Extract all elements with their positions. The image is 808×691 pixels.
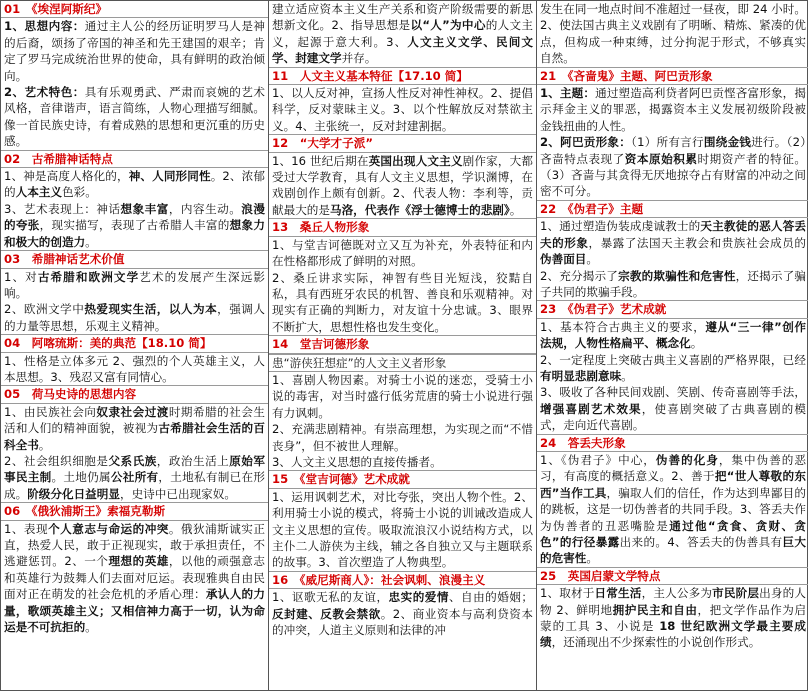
text-run: 3、吸收了各种民间戏剧、笑剧、传奇喜剧等手法， [540, 385, 806, 400]
section-heading: 23 《伪君子》艺术成就 [537, 300, 808, 318]
bold-text: 把“世人尊敬的东西”当作工具 [540, 469, 806, 500]
text-run: 。2、浓郁的 [4, 169, 265, 200]
bold-text: 拥护民主和自由 [612, 602, 698, 617]
text-run: 1、讴歌无私的友谊， [272, 590, 389, 605]
paragraph [540, 1, 806, 67]
text-run: 3、人文主义思想的直接传播者。 [272, 454, 442, 469]
note-section [272, 1, 533, 67]
paragraph [272, 589, 533, 638]
text-run: 1、取材于 [540, 586, 595, 601]
text-run: ，使喜剧突破了古典喜剧的模式，走向近代喜剧。 [540, 401, 806, 433]
section-heading: 22 《伪君子》主题 [537, 200, 808, 218]
paragraph [540, 319, 806, 352]
bold-text: 个人意志与命运的冲突 [48, 521, 169, 536]
bold-text: 父系氏族 [108, 453, 157, 468]
text-run: 2、一定程度上突破古典主义喜剧的严格界限，已经 [540, 352, 806, 367]
text-run: ，现实描写，表现了古希腊人丰富的 [39, 218, 230, 233]
paragraph [272, 85, 533, 134]
paragraph [540, 268, 806, 301]
text-run: 艺术的发展产生深远影响。 [4, 269, 265, 300]
note-section [540, 1, 806, 67]
text-run: 时期资产者的特征。（3）吝啬与其贪得无厌地掠夺占有财富的冲动之间密不可分。 [540, 151, 806, 199]
section-heading: 15 《堂吉诃德》艺术成就 [269, 470, 536, 488]
text-run: ，强调人的力量等思想，乐观主义精神。 [4, 302, 265, 333]
text-run: 建立适应资本主义生产关系和资产阶级需要的新思想新文化。2、指导思想是 [272, 2, 533, 33]
bold-text: 人文主义文学、民间文学、封建文学 [272, 34, 533, 66]
note-section [540, 300, 806, 433]
text-run: 时期希腊的社会生活和人们的精神面貌，被视为 [4, 404, 265, 436]
text-run: 1、以人反对神，宣扬人性反对神性神权。2、提倡科学，反对蒙昧主义。3、以个性解放反对禁欲主义。4、主张统一，反对封建割据。 [272, 86, 533, 133]
note-section [540, 567, 806, 651]
paragraph [272, 237, 533, 270]
bold-text: 反封建、反教会禁欲 [272, 606, 381, 621]
text-run: ，土地私有制已在形成。 [4, 470, 265, 501]
text-run: 出身的人物 2、鲜明地 [540, 586, 806, 617]
section-heading: 06 《俄狄浦斯王》索福克勒斯 [1, 502, 268, 520]
bold-text: 古希腊社会生活的百科全书 [4, 421, 265, 452]
section-heading: 24 答丢夫形象 [537, 434, 808, 452]
paragraph [540, 352, 806, 385]
bold-text: 1、主题： [540, 86, 596, 101]
text-run: 。 [85, 620, 97, 635]
text-run: 。 [586, 551, 598, 566]
note-section [4, 1, 265, 150]
paragraph [4, 269, 265, 302]
text-run: 剧作家，大都受过大学教育，具有人文主义思想，学识渊博，在戏剧创作上颇有创新。2、代表人物：李利等，贡献最大的是 [272, 153, 533, 217]
note-section [540, 200, 806, 300]
paragraph [540, 452, 806, 567]
bold-text: 宗教的欺骗性和危害性 [618, 268, 736, 283]
text-run: 2、充分揭示了 [540, 268, 619, 283]
text-run: ，集中伪善的恶习，有高度的概括意义。2、善于 [540, 452, 806, 484]
text-run: 2、社会组织细胞是 [4, 453, 109, 468]
bold-text: 2、艺术特色： [4, 85, 85, 100]
bold-text: 遵从“三一律”创作法规，人物性格扁平、概念化 [540, 319, 806, 351]
text-run: 通过塑造高利贷者阿巴贡悭吝富形象，揭示拜金主义的罪恶，揭露资本主义发展初级阶段被金钱扭曲的人性。 [540, 86, 806, 133]
section-heading: 02 古希腊神话特点 [1, 150, 268, 168]
bold-text: 承认人的力量，歌颂英雄主义；又相信神力高于一切，认为命运是不可抗拒的 [4, 587, 265, 635]
bold-text: 日常生活 [594, 586, 642, 601]
text-run: 2、桑丘讲求实际，神智有些目光短浅，狡黠自私，具有西班牙农民的机智、善良和乐观精神。对现实有正确的判断力，对友谊十分忠诚。3、眼界不断扩大，思想性格也发生变化。 [272, 270, 533, 334]
note-section [4, 250, 265, 334]
note-section [540, 67, 806, 200]
text-run: 出来的。4、答丢夫的伪善具有 [619, 535, 783, 549]
section-heading: 12 “大学才子派” [269, 134, 536, 152]
bold-text: 公社所有 [110, 470, 159, 485]
bold-text: 有明显悲剧意味 [540, 368, 622, 383]
text-run: 1、《伪君子》中心， [540, 452, 656, 467]
note-section [272, 571, 533, 639]
section-heading: 14 堂吉诃德形象 [269, 335, 536, 353]
bold-text: 伪善的化身 [655, 452, 719, 467]
text-run: 。俄狄浦斯诚实正直，热爱人民，敢于正视现实，敢于承担责任，不逃避惩罚。2、一个 [4, 521, 265, 569]
text-run: ，主人公多为 [641, 586, 713, 601]
paragraph [4, 84, 265, 150]
note-section [540, 434, 806, 567]
text-run: 1、对 [4, 269, 38, 284]
paragraph [4, 453, 265, 502]
bold-text: 1、思想内容： [4, 19, 85, 34]
note-section [4, 385, 265, 502]
note-section [272, 134, 533, 218]
bold-text: 阶级分化日益明显 [27, 486, 120, 501]
section-heading: 01 《埃涅阿斯纪》 [1, 1, 268, 18]
paragraph [540, 218, 806, 267]
bold-text: 2、阿巴贡形象： [540, 135, 632, 150]
text-run: 。 [85, 234, 97, 249]
bold-text: 想象力和极大的创造力 [4, 218, 265, 249]
section-heading: 11 人文主义基本特征【17.10 简】 [269, 67, 536, 85]
paragraph [272, 270, 533, 336]
text-run: ，史诗中已出现家奴。 [119, 486, 236, 501]
paragraph [540, 384, 806, 433]
bold-text: 伪善面目 [540, 252, 587, 267]
text-run: 3、艺术表现上：神话 [4, 201, 121, 216]
text-run: 具有乐观勇武、严肃而哀婉的艺术风格，音律谐声，语言简练，人物心理描写细腻。像一首民族史诗，有着成熟的思想和更沉重的历史感。 [4, 85, 265, 149]
paragraph [4, 168, 265, 201]
text-run: ，内容生动。 [168, 201, 242, 216]
bold-text: 资本原始积累 [624, 151, 698, 166]
section-heading: 13 桑丘人物形象 [269, 218, 536, 236]
text-run: 1、基本符合古典主义的要求， [540, 319, 706, 334]
text-run: 1、16 世纪后期在 [272, 153, 369, 168]
text-run: 1、运用讽刺艺术，对比夸张，突出人物个性。2、利用骑士小说的模式，将骑士小说的训诫改造成人文主义思想的宣传。吸取流浪汉小说结构方式，以主仆二人游侠为主线，辅之各自独立又与主题联系的故事。3、首次塑造了人物典型。 [272, 489, 533, 570]
section-heading: 16 《威尼斯商人》：社会讽刺、浪漫主义 [269, 571, 536, 589]
section-heading: 21 《吝啬鬼》主题、阿巴贡形象 [537, 67, 808, 85]
bold-text: 理想的英雄 [108, 554, 169, 569]
paragraph [540, 585, 806, 651]
text-run: ，还涌现出不少探索性的小说创作形式。 [551, 635, 761, 650]
bold-text: 以“人”为中心 [410, 18, 486, 33]
text-run: （1）所有言行 [631, 135, 704, 150]
note-section [272, 470, 533, 570]
bold-text: 奴隶社会过渡 [96, 404, 169, 419]
text-run: 1、表现 [4, 521, 49, 536]
note-section [4, 334, 265, 385]
paragraph [4, 201, 265, 250]
text-run: 1、与堂吉诃德既对立又互为补充，外表特征和内在性格都形成了鲜明的对照。 [272, 237, 533, 269]
paragraph [272, 489, 533, 571]
bold-text: 天主教徒的恶人答丢夫的形象 [540, 219, 806, 250]
section-heading: 03 希腊神话艺术价值 [1, 250, 268, 268]
bold-text: 热爱现实生活，以人为本 [84, 302, 218, 317]
bold-text: 原始军事民主制 [4, 453, 265, 485]
bold-text: 马洛，代表作《浮士德博士的悲剧》 [329, 202, 510, 217]
text-run: 。 [38, 437, 51, 452]
text-run: ，还揭示了骗子共同的欺骗手段。 [540, 268, 806, 299]
text-run: 1、由民族社会向 [4, 404, 97, 419]
text-run: 发生在同一地点时间不准超过一昼夜，即 24 小时。2、使法国古典主义戏剧有了明晰、精炼、紧凑的优点，但构成一种束缚，过分拘泥于形式，不够真实自然。 [540, 2, 806, 66]
text-run: 。 [509, 202, 522, 217]
text-run: 。2、商业资本与高利贷资本的冲突，人道主义原则和法律的冲 [272, 606, 533, 638]
text-run: 2、充满悲剧精神。有崇高理想，为实现之而“不惜丧身”，但不被世人理解。 [272, 422, 533, 453]
text-run: 进行。（2）吝啬特点表现了 [540, 135, 806, 166]
column-3 [536, 1, 808, 690]
bold-text: 市民阶层 [712, 586, 760, 601]
paragraph [540, 85, 806, 134]
section-subheading: 患“游侠狂想症”的人文主义者形象 [269, 354, 536, 372]
note-section [4, 502, 265, 635]
column-2 [268, 1, 536, 690]
section-heading: 25 英国启蒙文学特点 [537, 567, 808, 585]
paragraph [272, 454, 533, 470]
text-run: 色彩。 [62, 185, 97, 200]
paragraph [272, 1, 533, 67]
section-heading: 04 阿喀琉斯：美的典范【18.10 简】 [1, 334, 268, 352]
bold-text: 通过他“贪食、贪财、贪色”的行径暴露 [540, 518, 806, 549]
paragraph [4, 521, 265, 636]
bold-text: 18 世纪欧洲文学最主要成绩 [540, 619, 807, 650]
bold-text: 想象丰富 [120, 201, 169, 216]
text-run: 通过主人公的经历证明罗马人是神的后裔，颂扬了帝国的神圣和先王建国的艰辛；肯定了罗马完成统治世界的使命，具有鲜明的政治倾向。 [4, 19, 265, 83]
paragraph [272, 153, 533, 219]
paragraph [4, 353, 265, 386]
section-heading: 05 荷马史诗的思想内容 [1, 385, 268, 403]
text-run: 的人文主义，起源于意大利。3、 [272, 18, 533, 49]
bold-text: 神、人同形同性 [128, 169, 211, 184]
column-1 [1, 1, 268, 690]
text-run: ，暴露了法国天主教会和贵族社会成员的 [588, 235, 806, 250]
paragraph [4, 18, 265, 84]
paragraph [4, 404, 265, 453]
text-run: 并存。 [341, 51, 377, 66]
bold-text: 围绕金钱 [703, 135, 752, 150]
bold-text: 浪漫的夸张 [4, 201, 265, 233]
bold-text: 古希腊和欧洲文学 [37, 269, 140, 284]
note-section [272, 335, 533, 470]
text-run: 。土地仍属 [51, 470, 111, 485]
paragraph [4, 301, 265, 334]
text-run: 。 [586, 252, 598, 267]
text-run: 。 [690, 336, 703, 351]
note-section [272, 218, 533, 335]
text-run: 、自由的婚姻； [448, 590, 533, 605]
text-run: ，以他的顽强意志和英雄行为鼓舞人们去面对厄运。表现雅典自由民面对正在萌发的社会危机的矛盾心理： [4, 554, 265, 602]
text-run: ，政治生活上 [156, 453, 230, 468]
bold-text: 巨大的危害性 [540, 535, 806, 566]
text-run: 1、性格是立体多元 2、强烈的个人英雄主义，人本思想。3、残忍又富有同情心。 [4, 353, 265, 384]
text-run: 1、喜剧人物因素。对骑士小说的迷恋，受骑士小说的毒害，对当时盛行低劣荒唐的骑士小说进行强有力讽刺。 [272, 372, 533, 420]
note-section [4, 150, 265, 250]
bold-text: 人本主义 [15, 185, 62, 200]
text-run: ，把文学作品作为启蒙的工具 3、小说是 [540, 602, 806, 634]
paragraph [540, 134, 806, 200]
text-run: 。 [621, 368, 633, 383]
text-run: 1、神是高度人格化的， [4, 169, 129, 184]
text-run: ，骗取人们的信任，作为达到卑鄙目的的跳板，这是一切伪善者的共同手段。3、答丢夫作为伪善者的丑恶嘴脸是 [540, 485, 806, 533]
bold-text: 英国出现人文主义 [368, 153, 463, 168]
paragraph [272, 421, 533, 454]
bold-text: 忠实的爱情 [388, 590, 449, 605]
paragraph [272, 372, 533, 421]
note-section [272, 67, 533, 135]
text-run: 2、欧洲文学中 [4, 302, 85, 317]
text-run: 1、通过塑造伪装成虔诚教士的 [540, 219, 701, 234]
bold-text: 增强喜剧艺术效果 [540, 401, 642, 416]
